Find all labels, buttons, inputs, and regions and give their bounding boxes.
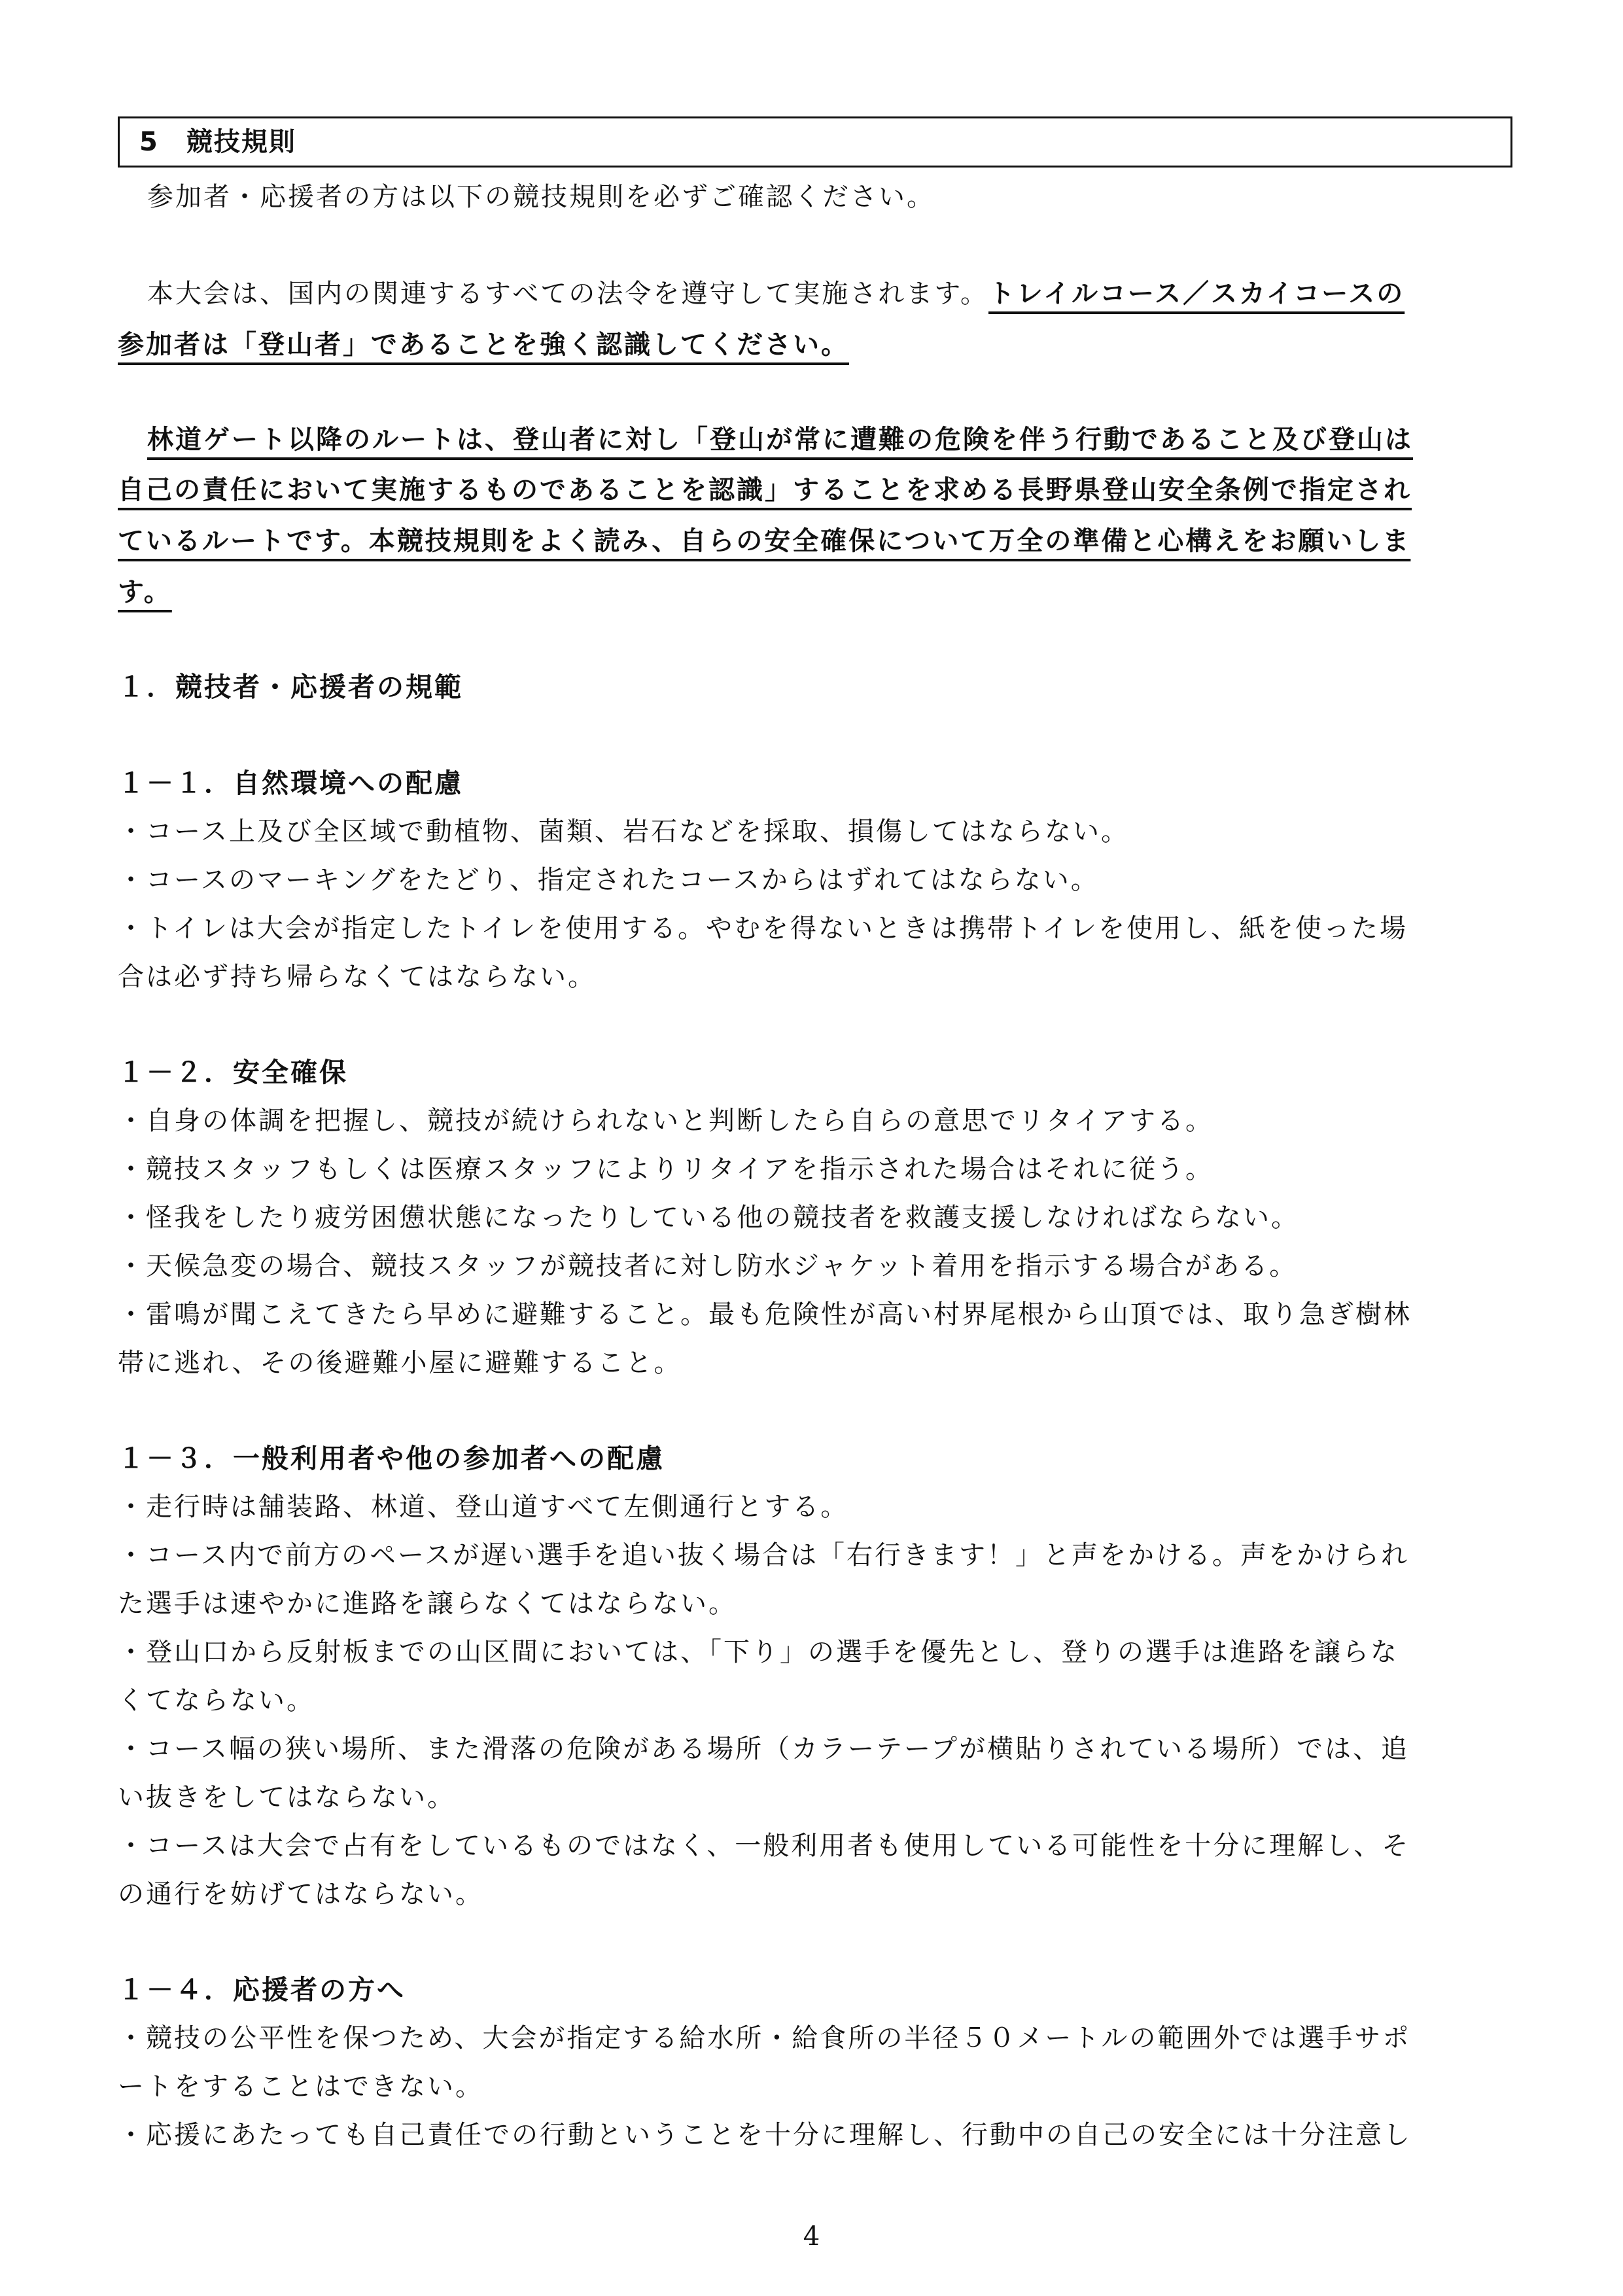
section-title-box: 5 競技規則 [118,116,1512,168]
forest-road-line-2: 自己の責任において実施するものであることを認識」することを求める長野県登山安全条例で指定され [118,475,1412,505]
list-item: 帯に逃れ、その後避難小屋に避難すること。 [118,1348,682,1378]
heading-1-3: １－３．一般利用者や他の参加者への配慮 [118,1443,665,1474]
law-paragraph-line-1 [118,277,1547,310]
list-item: ・トイレは大会が指定したトイレを使用する。やむを得ないときは携帯トイレを使用し、紙を使った場 [118,913,1408,944]
forest-road-line-3: ているルートです。本競技規則をよく読み、自らの安全確保について万全の準備と心構えをお願いしま [118,526,1411,556]
list-item: ートをすることはできない。 [118,2072,483,2102]
list-item: ・コース内で前方のペースが遅い選手を追い抜く場合は「右行きます！」と声をかける。声をかけられ [118,1540,1409,1570]
list-item: くてならない。 [118,1686,315,1716]
list-item: ・競技の公平性を保つため、大会が指定する給水所・給食所の半径５０メートルの範囲外では選手サポ [118,2023,1411,2053]
page-number: 4 [803,2221,820,2252]
list-item: 合は必ず持ち帰らなくてはならない。 [118,962,596,992]
list-item: の通行を妨げてはならない。 [118,1879,483,1909]
law-plain-text: 本大会は、国内の関連するすべての法令を遵守して実施されます。 [147,279,988,309]
list-item: ・応援にあたっても自己責任での行動ということを十分に理解し、行動中の自己の安全には十分注意し [118,2120,1412,2150]
list-item: ・自身の体調を把握し、競技が続けられないと判断したら自らの意思でリタイアする。 [118,1106,1213,1136]
law-emphasis-text: トレイルコース／スカイコースの [988,279,1405,309]
heading-1-2: １－２．安全確保 [118,1057,348,1088]
law-paragraph-line-2 [118,328,1518,361]
list-item: ・怪我をしたり疲労困憊状態になったりしている他の競技者を救護支援しなければならない。 [118,1203,1299,1233]
list-item: ・競技スタッフもしくは医療スタッフによりリタイアを指示された場合はそれに従う。 [118,1154,1213,1184]
list-item: い抜きをしてはならない。 [118,1782,455,1812]
list-item: ・登山口から反射板までの山区間においては、「下り」の選手を優先とし、登りの選手は進路を譲らな [118,1637,1399,1667]
list-item: ・コースのマーキングをたどり、指定されたコースからはずれてはならない。 [118,865,1099,895]
forest-road-line-1: 林道ゲート以降のルートは、登山者に対し「登山が常に遭難の危険を伴う行動であること及び登山は [147,425,1413,455]
intro-text: 参加者・応援者の方は以下の競技規則を必ずご確認ください。 [147,182,935,212]
list-item: ・コース上及び全区域で動植物、菌類、岩石などを採取、損傷してはならない。 [118,817,1129,847]
heading-1-1: １－１．自然環境への配慮 [118,768,463,799]
law-emphasis-text-2: 参加者は「登山者」であることを強く認識してください。 [118,330,849,360]
list-item: ・天候急変の場合、競技スタッフが競技者に対し防水ジャケット着用を指示する場合がある。 [118,1251,1298,1281]
list-item: ・コースは大会で占有をしているものではなく、一般利用者も使用している可能性を十分に理解し、そ [118,1831,1410,1861]
heading-1: １．競技者・応援者の規範 [118,671,463,703]
forest-road-line-4: す。 [118,577,172,607]
list-item: ・コース幅の狭い場所、また滑落の危険がある場所（カラーテープが横貼りされている場所）では、追 [118,1734,1409,1764]
list-item: ・走行時は舗装路、林道、登山道すべて左側通行とする。 [118,1492,849,1522]
list-item: ・雷鳴が聞こえてきたら早めに避難すること。最も危険性が高い村界尾根から山頂では、取り急ぎ樹林 [118,1299,1412,1330]
heading-1-4: １－４．応援者の方へ [118,1974,406,2005]
list-item: た選手は速やかに進路を譲らなくてはならない。 [118,1589,737,1619]
